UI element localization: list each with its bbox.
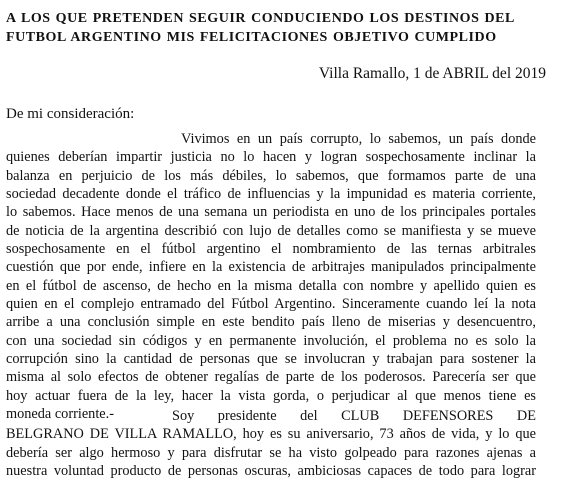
- text-line: sospechosamente en el fútbol argentino el nombramiento de las ternas arbitrales: [6, 241, 536, 258]
- text-line: nuestra voluntad producto de personas oscuras, ambiciosas capaces de todo para lograr: [6, 463, 536, 480]
- text-line: de noticia de la argentina describió con lujo de detalles como se manifiesta y se mueve: [6, 222, 536, 239]
- text-line: Soy presidente del CLUB DEFENSORES DE: [172, 408, 536, 424]
- body-paragraph-1: [6, 130, 536, 424]
- salutation: De mi consideración:: [6, 106, 135, 122]
- title-line: A LOS QUE PRETENDEN SEGUIR CONDUCIENDO LOS DESTINOS DEL: [6, 11, 515, 26]
- text-line: quien en el complejo entramado del Fútbol Argentino. Sinceramente cuando leí la nota: [6, 296, 536, 313]
- text-line: Vivimos en un país corrupto, lo sabemos, un país donde: [181, 131, 536, 147]
- title-line: FUTBOL ARGENTINO MIS FELICITACIONES OBJETIVO CUMPLIDO: [6, 30, 497, 45]
- text-line: lo sabemos. Hace menos de una semana un periodista en uno de los principales portales: [6, 204, 536, 221]
- letter-title: [6, 9, 558, 47]
- text-line: misma al solo efectos de obtener regalías de parte de los poderosos. Parecería ser que: [6, 369, 536, 386]
- text-line: moneda corriente.-: [6, 406, 114, 423]
- text-line: cuestión que por ende, infiere en la existencia de arbitrajes manipulados principalmente: [6, 259, 536, 276]
- text-line: BELGRANO DE VILLA RAMALLO, hoy es su aniversario, 73 años de vida, y lo que: [6, 426, 536, 443]
- place-date: Villa Ramallo, 1 de ABRIL del 2019: [318, 65, 546, 82]
- text-line: debería ser algo hermoso y para disfrutar se ha visto golpeado para razones ajenas a: [6, 444, 536, 461]
- text-line: con una sociedad sin códigos y en permanente involución, el problema no es solo la: [6, 332, 536, 349]
- text-line: en el fútbol de ascenso, de hecho en la misma detalla con nombre y apellido quien es: [6, 277, 536, 294]
- text-line: sociedad decadente donde el tráfico de influencias y la impunidad es materia corriente,: [6, 186, 536, 203]
- text-line: balanza en perjuicio de los más débiles, lo sabemos, que formamos parte de una: [6, 167, 536, 184]
- text-line: arribe a una conclusión simple en este bendito país lleno de miserias y desencuentro,: [6, 314, 536, 331]
- text-line: quienes deberían impartir justicia no lo hacen y logran sospechosamente inclinar la: [6, 149, 536, 166]
- body-paragraph-2: [6, 407, 536, 480]
- text-line: corrupción sino la cantidad de personas que se involucran y trabajan para sostener la: [6, 351, 536, 368]
- text-line: hoy actuar fuera de la ley, hacer la vista gorda, o perjudicar al que menos tiene es: [6, 387, 536, 404]
